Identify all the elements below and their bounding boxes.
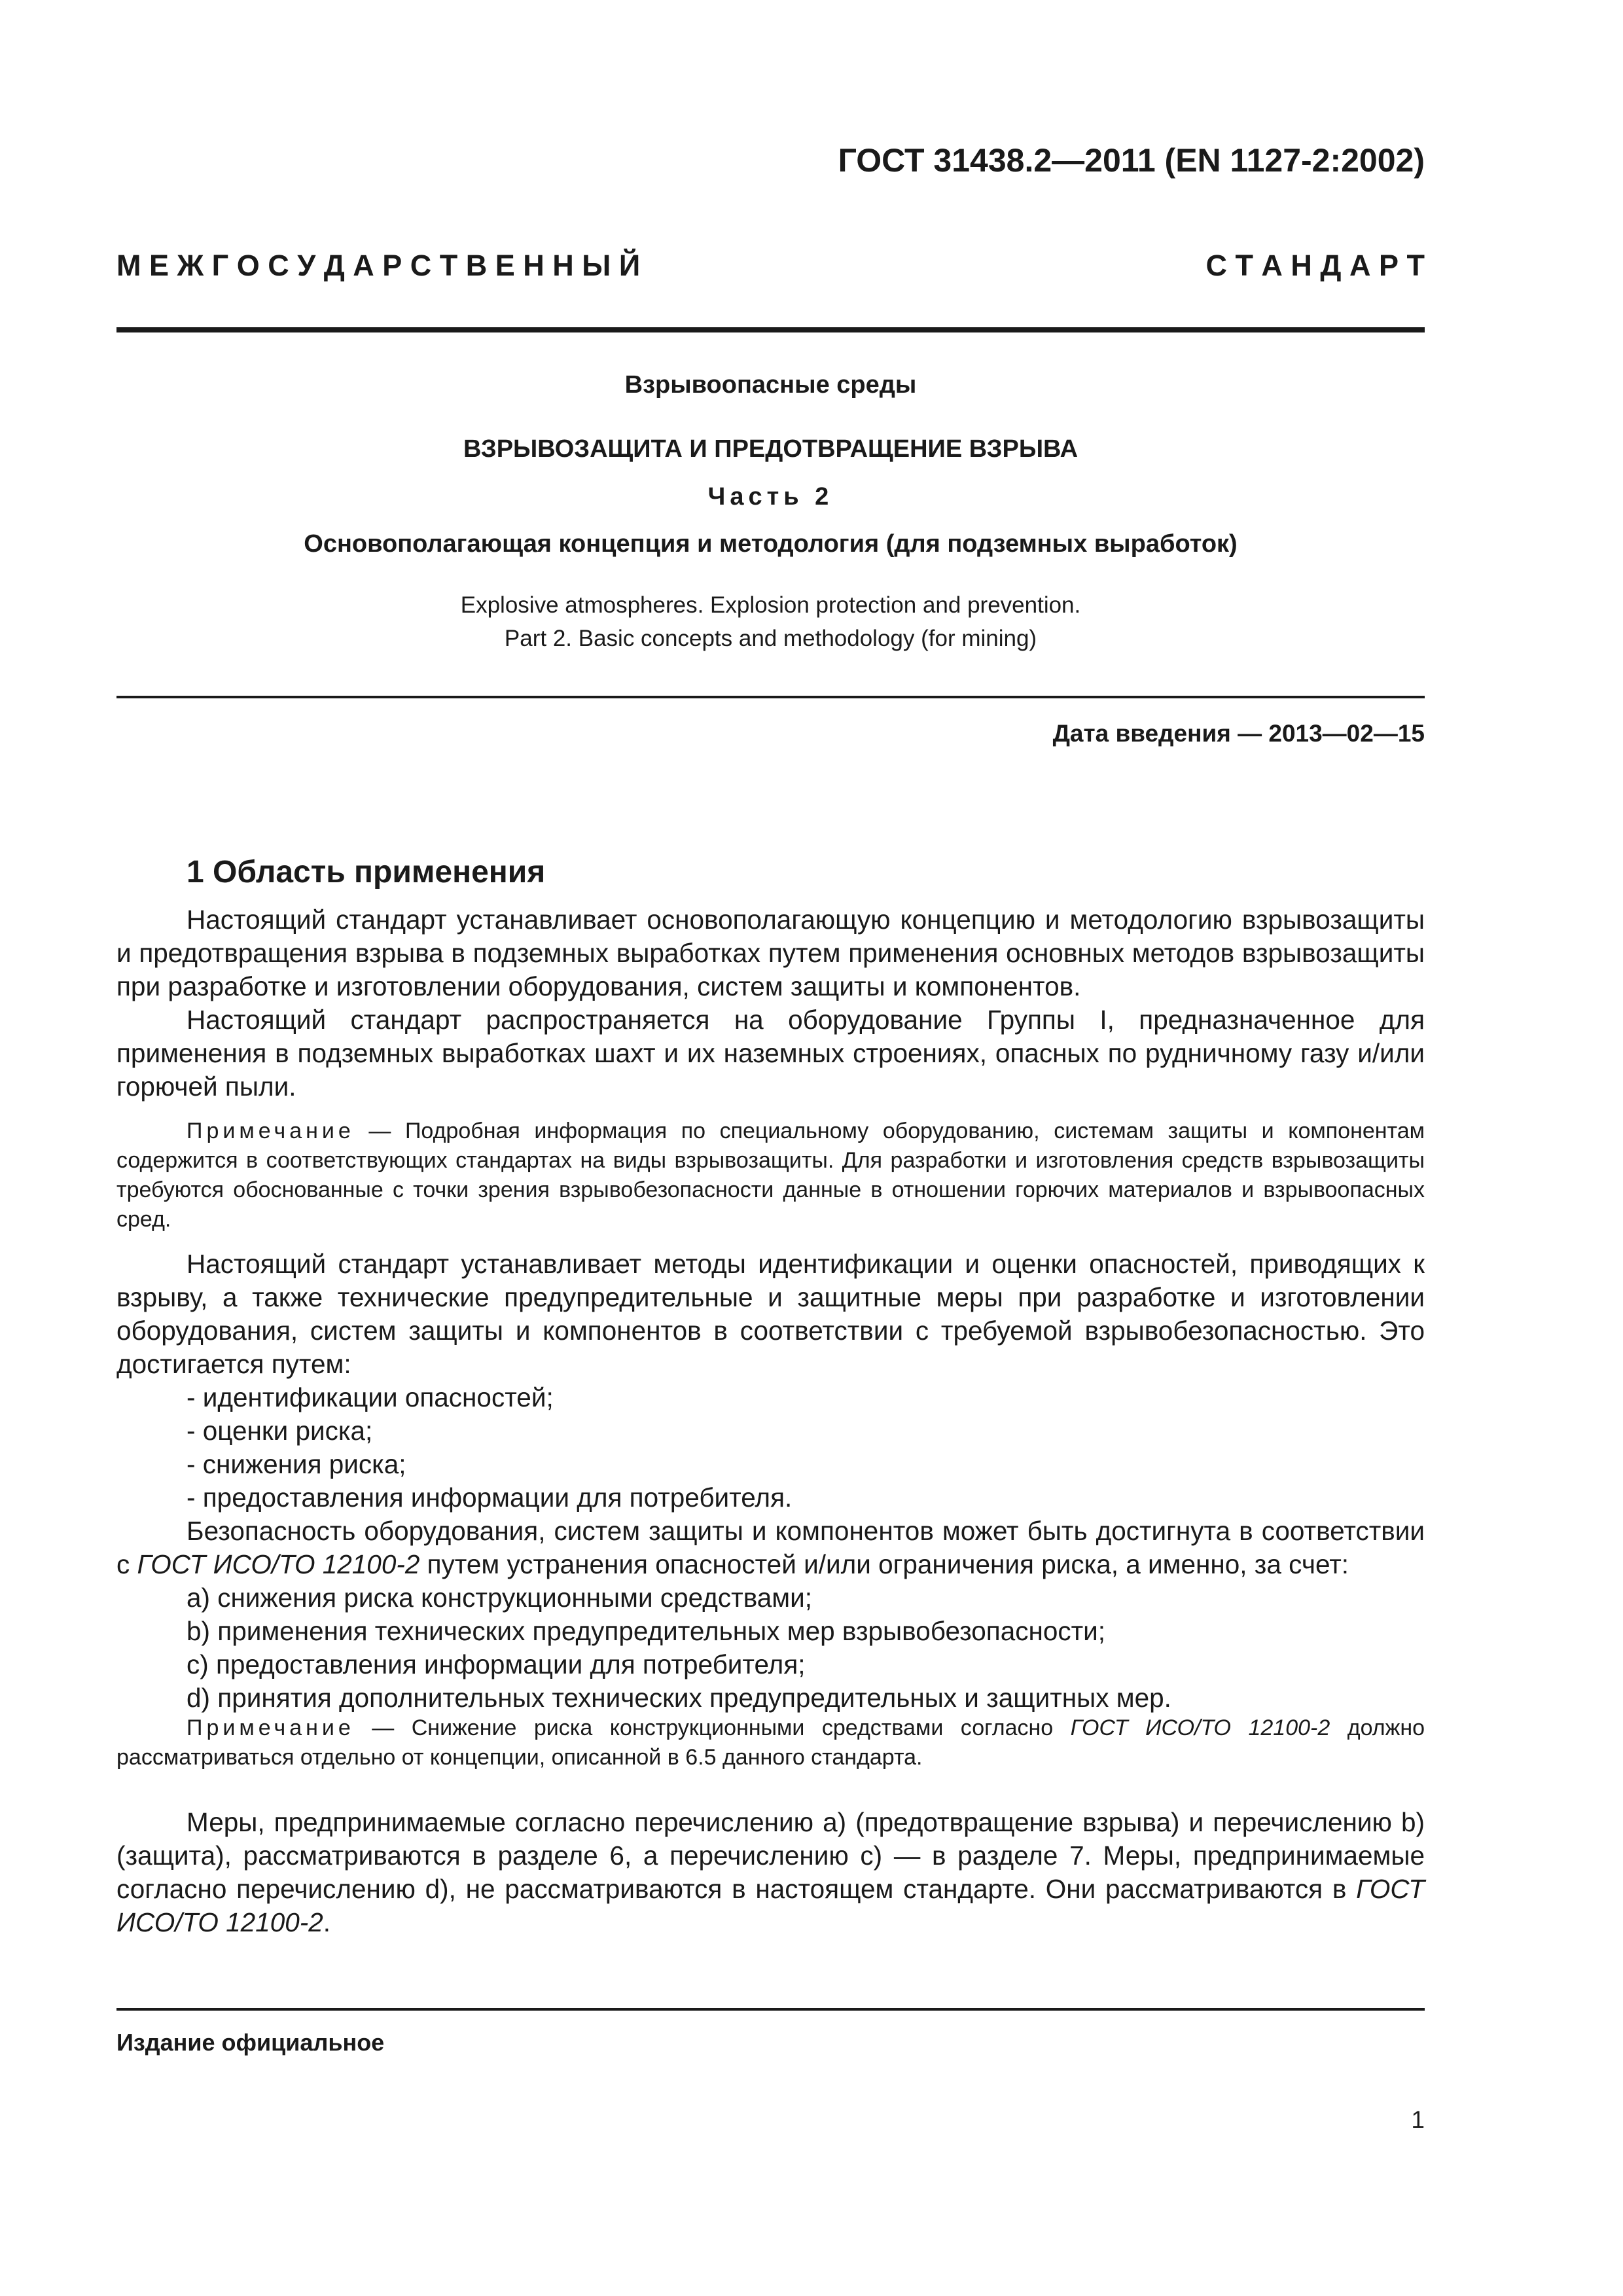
title-divider xyxy=(116,696,1425,698)
paragraph-group-one: Настоящий стандарт распространяется на оборудование Группы I, предназначенное для применения в подземных выработках шахт и их наземных строениях, опасных по рудничному газу и/или горючей пыли. xyxy=(116,1005,1425,1102)
note-label: Примечание xyxy=(187,1715,355,1740)
section-heading: 1 Область применения xyxy=(187,855,546,889)
paragraph-measures-end: . xyxy=(323,1907,331,1937)
header-divider xyxy=(116,327,1425,332)
reference-link: ГОСТ ИСО/ТО 12100-2 xyxy=(1070,1715,1330,1740)
list-item: - идентификации опасностей; xyxy=(187,1382,554,1412)
paragraph-safety xyxy=(116,1515,1425,1581)
list-item: b) применения технических предупредительных мер взрывобезопасности; xyxy=(187,1616,1106,1646)
title-main: ВЗРЫВОЗАЩИТА И ПРЕДОТВРАЩЕНИЕ ВЗРЫВА xyxy=(463,435,1079,463)
list-item: a) снижения риска конструкционными средствами; xyxy=(187,1583,813,1613)
document-code: ГОСТ 31438.2—2011 (EN 1127-2:2002) xyxy=(838,142,1425,179)
reference-link: ГОСТ ИСО/ТО 12100-2 xyxy=(116,1874,1425,1937)
note-text-end: должно рассматриваться отдельно от концепции, описанной в 6.5 данного стандарта. xyxy=(116,1715,1425,1770)
paragraph-safety-end: путем устранения опасностей и/или ограничения риска, а именно, за счет: xyxy=(419,1549,1349,1579)
list-item: - оценки риска; xyxy=(187,1416,373,1446)
methods-block xyxy=(116,1247,1425,1715)
standard-word: С Т А Н Д А Р Т xyxy=(1205,249,1425,282)
note-block-2 xyxy=(116,1713,1425,1772)
note-text-start: — Снижение риска конструкционными средствами согласно xyxy=(354,1715,1071,1740)
note-paragraph xyxy=(116,1117,1425,1234)
title-english-line1: Explosive atmospheres. Explosion protection and prevention. xyxy=(460,592,1081,618)
paragraph-measures-start: Меры, предпринимаемые согласно перечислению a) (предотвращение взрыва) и перечислению b) (защита), рассматриваются в разделе 6, а перечислению c) — в разделе 7. Меры, предпринимаемые согласно перечислению d), не рассматриваются в настоящем стандарте. Они рассматриваются в xyxy=(116,1807,1425,1904)
paragraph-measures xyxy=(116,1806,1425,1939)
footer-divider xyxy=(116,2008,1425,2011)
title-subtitle: Основополагающая концепция и методология (для подземных выработок) xyxy=(304,530,1238,558)
edition-label: Издание официальное xyxy=(116,2029,385,2056)
title-english-line2: Part 2. Basic concepts and methodology (for mining) xyxy=(504,626,1037,651)
paragraph-scope: Настоящий стандарт устанавливает основополагающую концепцию и методологию взрывозащиты и предотвращения взрыва в подземных выработках путем применения основных методов взрывозащиты при разработке и изготовлении оборудования, систем защиты и компонентов. xyxy=(116,905,1425,1001)
interstate-word: М Е Ж Г О С У Д А Р С Т В Е Н Н Ы Й xyxy=(116,249,641,282)
interstate-standard-heading xyxy=(116,249,1425,283)
note-paragraph xyxy=(116,1713,1425,1772)
title-area: Взрывоопасные среды xyxy=(624,371,917,399)
title-part: Часть 2 xyxy=(707,483,834,511)
measures-block xyxy=(116,1806,1425,1939)
paragraph-methods: Настоящий стандарт устанавливает методы идентификации и оценки опасностей, приводящих к взрыву, а также технические предупредительные и защитные меры при разработке и изготовлении оборудования, систем защиты и компонентов в соответствии с требуемой взрывобезопасностью. Это достигается путем: xyxy=(116,1249,1425,1379)
list-item: d) принятия дополнительных технических предупредительных и защитных мер. xyxy=(187,1683,1171,1713)
list-item: - предоставления информации для потребителя. xyxy=(187,1482,793,1513)
list-item: c) предоставления информации для потребителя; xyxy=(187,1649,806,1679)
note-label: Примечание xyxy=(187,1119,355,1143)
reference-link: ГОСТ ИСО/ТО 12100-2 xyxy=(137,1549,420,1579)
note-text: — Подробная информация по специальному оборудованию, системам защиты и компонентам содержится в соответствующих стандартах на виды взрывозащиты. Для разработки и изготовления средств взрывозащиты требуются обоснованные с точки зрения взрывобезопасности данные в отношении горючих материалов и взрывоопасных сред. xyxy=(116,1119,1425,1232)
page-number: 1 xyxy=(1411,2106,1425,2133)
section-body xyxy=(116,903,1425,1103)
paragraph-safety-start: Безопасность оборудования, систем защиты и компонентов может быть достигнута в соответствии с xyxy=(116,1516,1425,1579)
note-block-1 xyxy=(116,1117,1425,1234)
introduction-date: Дата введения — 2013—02—15 xyxy=(1052,720,1425,747)
list-item: - снижения риска; xyxy=(187,1449,406,1479)
